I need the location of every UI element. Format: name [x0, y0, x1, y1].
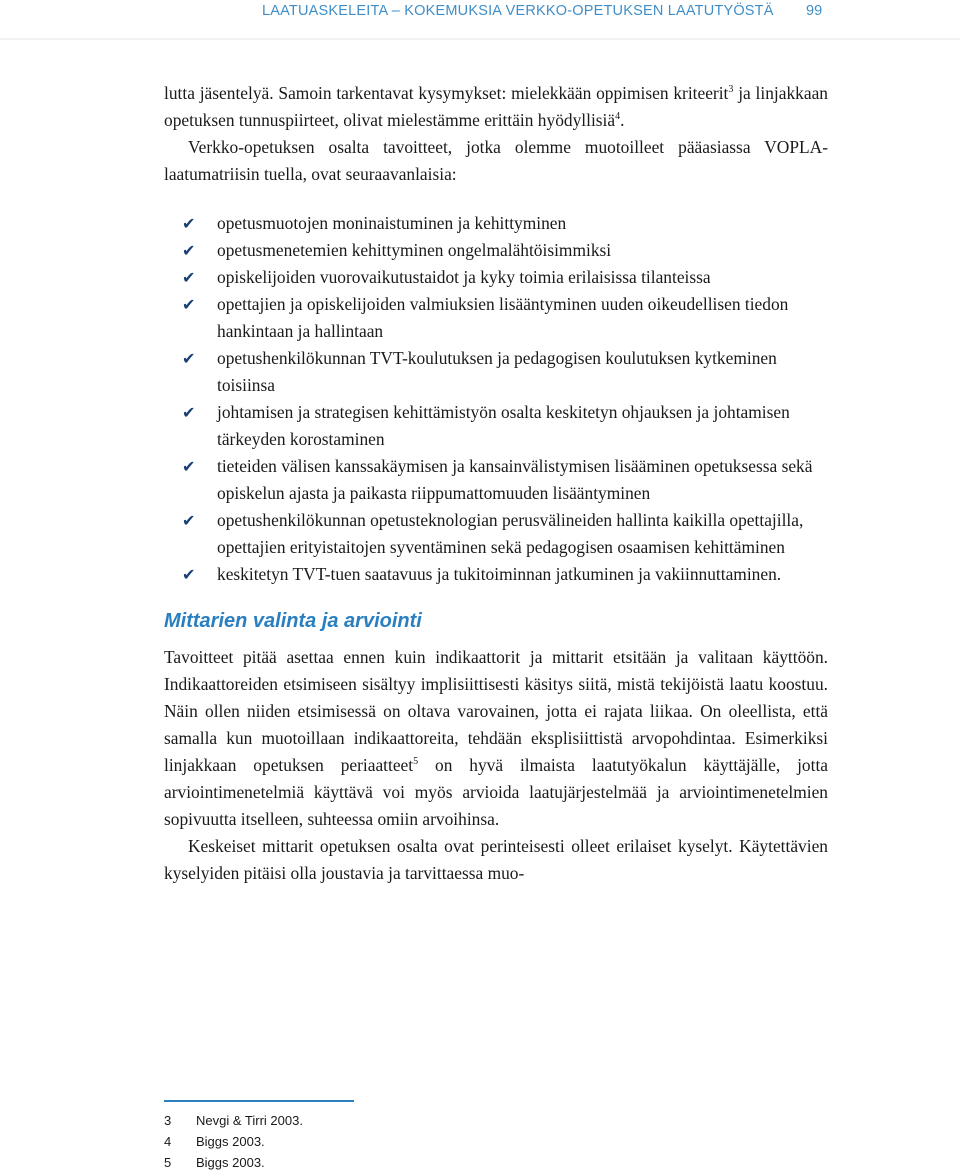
footnote: 5 Biggs 2003.: [164, 1155, 265, 1170]
check-icon: ✔: [182, 403, 196, 422]
footnote-divider: [164, 1100, 354, 1102]
check-icon: ✔: [182, 295, 196, 314]
list-item: ✔ opetushenkilökunnan opetusteknologian perusvälineiden hallinta kaikilla opettajilla, opettajien erityistaitojen syventäminen sekä pedagogisen osaamisen kehittäminen: [164, 507, 828, 561]
check-icon: ✔: [182, 511, 196, 530]
list-item: ✔ opetusmuotojen moninaistuminen ja kehittyminen: [164, 210, 828, 237]
section-paragraph-2: Keskeiset mittarit opetuksen osalta ovat perinteisesti olleet erilaiset kyselyt. Käytettävien kyselyiden pitäisi olla joustavia ja tarvittaessa muo-: [164, 836, 828, 883]
page-number: 99: [806, 3, 823, 19]
footnote-ref-5: 5: [413, 756, 419, 768]
intro-paragraph-2: Verkko-opetuksen osalta tavoitteet, jotka olemme muotoilleet pääasiassa VOPLA-laatumatriisin tuella, ovat seuraavanlaisia:: [164, 137, 828, 184]
footnotes: [164, 1100, 464, 1173]
goals-list: [164, 210, 828, 588]
page-body: [164, 80, 828, 887]
list-item: ✔ opetushenkilökunnan TVT-koulutuksen ja pedagogisen koulutuksen kytkeminen toisiinsa: [164, 345, 828, 399]
header-divider: [0, 38, 960, 40]
check-icon: ✔: [182, 241, 196, 260]
list-item: ✔ opiskelijoiden vuorovaikutustaidot ja kyky toimia erilaisissa tilanteissa: [164, 264, 828, 291]
footnote: 3 Nevgi & Tirri 2003.: [164, 1113, 303, 1128]
list-item: ✔ keskitetyn TVT-tuen saatavuus ja tukitoiminnan jatkuminen ja vakiinnuttaminen.: [164, 561, 828, 588]
footnote: 4 Biggs 2003.: [164, 1134, 265, 1149]
check-icon: ✔: [182, 268, 196, 287]
intro-paragraph-1: lutta jäsentelyä. Samoin tarkentavat kysymykset: mielekkään oppimisen kriteerit$^3$ ja linjakkaan opetuksen tunnuspiirteet, olivat mielestämme erittäin hyödyllisiä$^4$.: [164, 83, 828, 130]
list-item: ✔ tieteiden välisen kanssakäymisen ja kansainvälistymisen lisääminen opetuksessa sekä opiskelun ajasta ja paikasta riippumattomuuden lisääntyminen: [164, 453, 828, 507]
footnote-ref-4: 4: [615, 111, 621, 123]
check-icon: ✔: [182, 457, 196, 476]
section-paragraph-1: Tavoitteet pitää asettaa ennen kuin indikaattorit ja mittarit etsitään ja valitaan käyttöön. Indikaattoreiden etsimiseen sisältyy implisiittisesti käsitys siitä, mistä tekijöistä laatu koostuu. Näin ollen niiden etsimisessä on oltava varovainen, jotta ei rajata liikaa. On oleellista, että samalla kun muotoillaan indikaattoreita, tehdään eksplisiittistä arvopohdintaa. Esimerkiksi linjakkaan opetuksen periaatteet$^5$ on hyvä ilmaista laatutyökalun käyttäjälle, jotta arviointimenetelmiä käyttävä voi myös arvioida laatujärjestelmää ja arviointimenetelmien sopivuutta itselleen, suhteessa omiin arvoihinsa.: [164, 647, 828, 829]
list-item: ✔ opettajien ja opiskelijoiden valmiuksien lisääntyminen uuden oikeudellisen tiedon hankintaan ja hallintaan: [164, 291, 828, 345]
check-icon: ✔: [182, 214, 196, 233]
running-header-title: LAATUASKELEITA – KOKEMUKSIA VERKKO-OPETUKSEN LAATUTYÖSTÄ: [262, 3, 774, 19]
list-item: ✔ johtamisen ja strategisen kehittämistyön osalta keskitetyn ohjauksen ja johtamisen tärkeyden korostaminen: [164, 399, 828, 453]
check-icon: ✔: [182, 349, 196, 368]
footnote-ref-3: 3: [728, 84, 734, 96]
list-item: ✔ opetusmenetemien kehittyminen ongelmalähtöisimmiksi: [164, 237, 828, 264]
check-icon: ✔: [182, 565, 196, 584]
running-header: [0, 0, 960, 40]
section-heading: Mittarien valinta ja arviointi: [164, 610, 422, 632]
